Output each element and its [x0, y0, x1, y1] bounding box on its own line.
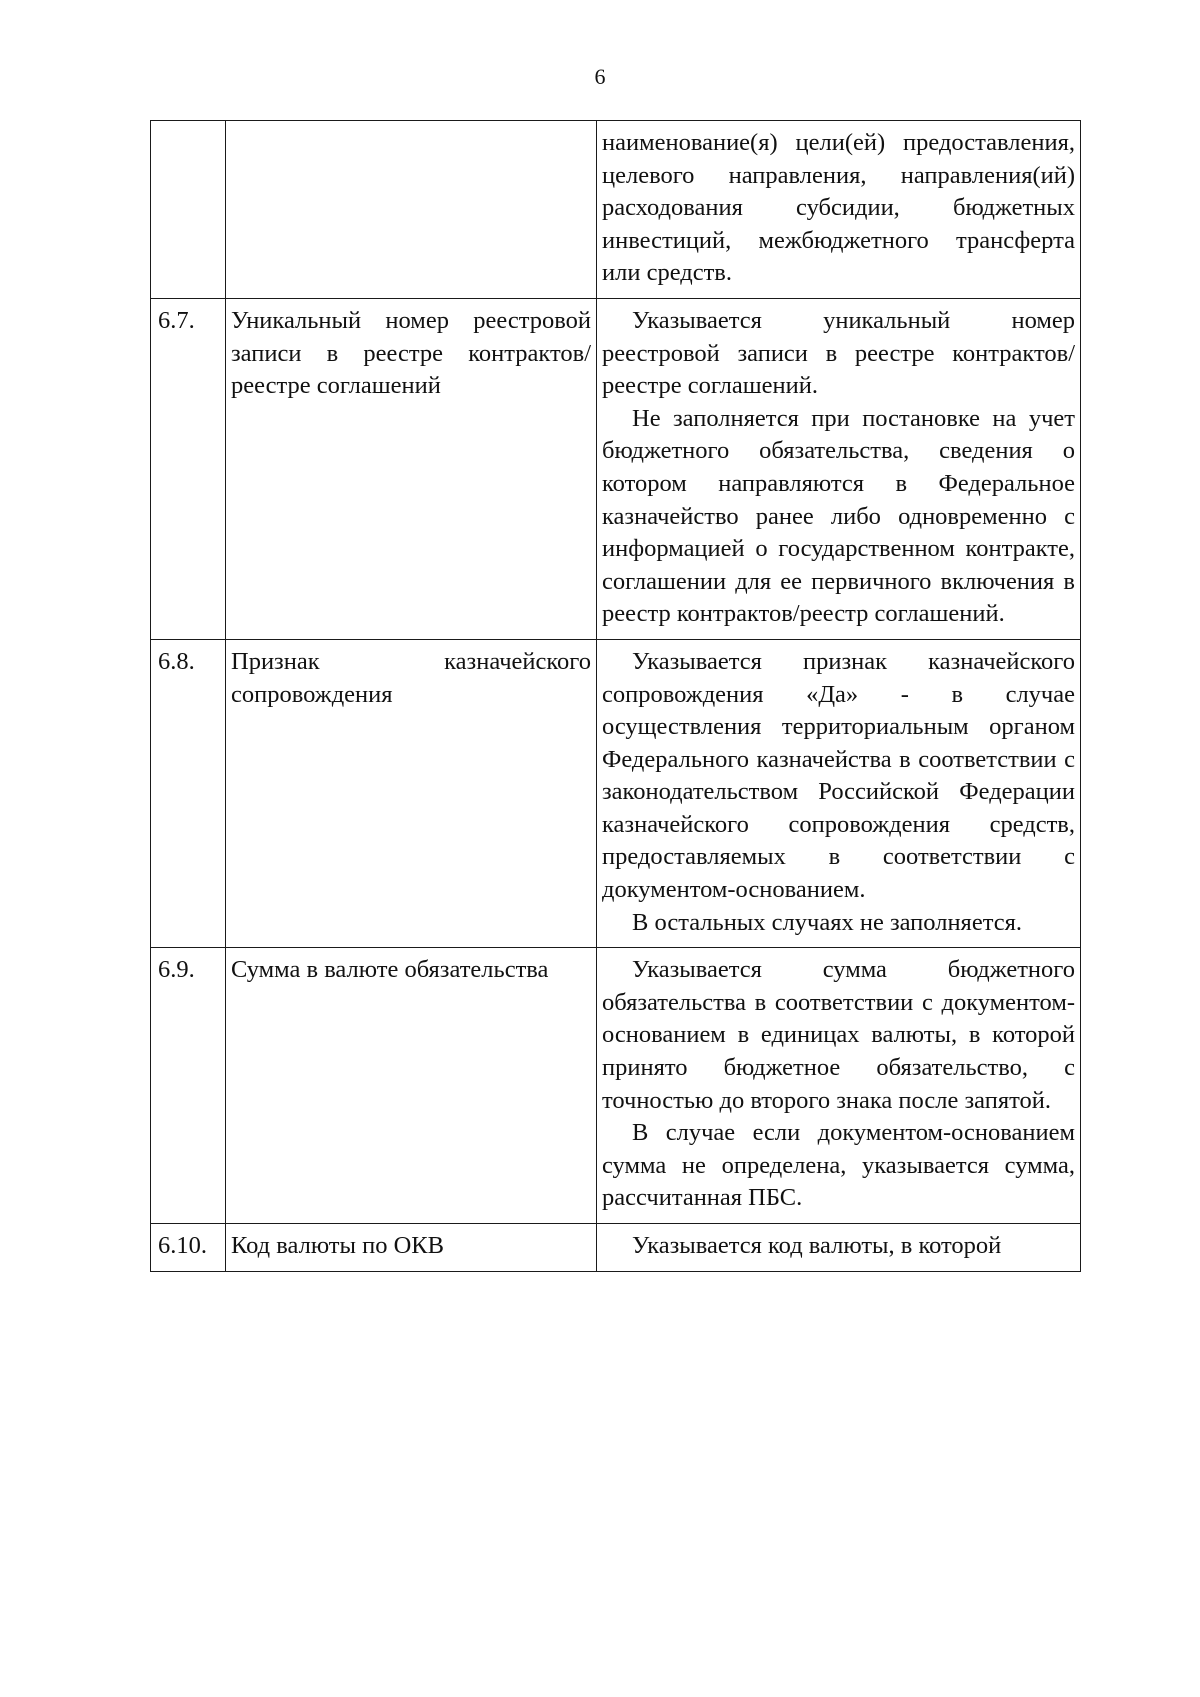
field-description-cell: [597, 639, 1081, 947]
field-name-text: Уникальный номер реестровой записи в реестре контрактов/реестре соглашений: [231, 306, 591, 400]
description-paragraph: Указывается сумма бюджетного обязательства в соответствии с документом-основанием в единицах валюты, в которой принято бюджетное обязательство, с точностью до второго знака после запятой.: [602, 956, 1075, 1114]
page-number: 6: [594, 64, 606, 89]
field-description-cell: [597, 298, 1081, 639]
table-row: [151, 639, 1081, 947]
row-number-cell: 6.8.: [151, 639, 226, 947]
description-paragraph: В остальных случаях не заполняется.: [632, 908, 1022, 936]
field-description-cell: [597, 121, 1081, 299]
table-row: [151, 948, 1081, 1224]
field-name-cell: [226, 639, 597, 947]
table-row: [151, 121, 1081, 299]
description-paragraph: наименование(я) цели(ей) предоставления, целевого направления, направления(ий) расходования субсидии, бюджетных инвестиций, межбюджетного трансферта или средств.: [602, 129, 1075, 287]
row-number-cell: 6.10.: [151, 1224, 226, 1272]
description-paragraph: Указывается код валюты, в которой: [632, 1232, 1002, 1259]
field-name-cell: [226, 298, 597, 639]
table-row: [151, 298, 1081, 639]
field-description-cell: [597, 948, 1081, 1224]
table-row: [151, 1224, 1081, 1272]
field-description-cell: [597, 1224, 1081, 1272]
field-name-cell: [226, 1224, 597, 1272]
row-number-cell: [151, 121, 226, 299]
field-name-cell: [226, 121, 597, 299]
description-paragraph: В случае если документом-основанием сумма не определена, указывается сумма, рассчитанная ПБС.: [602, 1119, 1075, 1212]
row-number-cell: 6.9.: [151, 948, 226, 1224]
field-name-text: Сумма в валюте обязательства: [231, 956, 549, 984]
field-name-cell: [226, 948, 597, 1224]
description-paragraph: Указывается признак казначейского сопровождения «Да» - в случае осуществления территориальным органом Федерального казначейства в соответствии с законодательством Российской Федерации казначейского сопровождения средств, предоставляемых в соответствии с документом-основанием.: [602, 647, 1075, 904]
description-paragraph: Не заполняется при постановке на учет бюджетного обязательства, сведения о котором направляются в Федеральное казначейство ранее либо одновременно с информацией о государственном контракте, соглашении для ее первичного включения в реестр контрактов/реестр соглашений.: [602, 404, 1075, 628]
description-paragraph: Указывается уникальный номер реестровой записи в реестре контрактов/реестре соглашений.: [602, 306, 1075, 400]
requirements-table: [150, 120, 1081, 1272]
row-number-cell: 6.7.: [151, 298, 226, 639]
field-name-text: Код валюты по ОКВ: [231, 1232, 444, 1259]
field-name-text: Признак казначейского сопровождения: [231, 647, 591, 708]
